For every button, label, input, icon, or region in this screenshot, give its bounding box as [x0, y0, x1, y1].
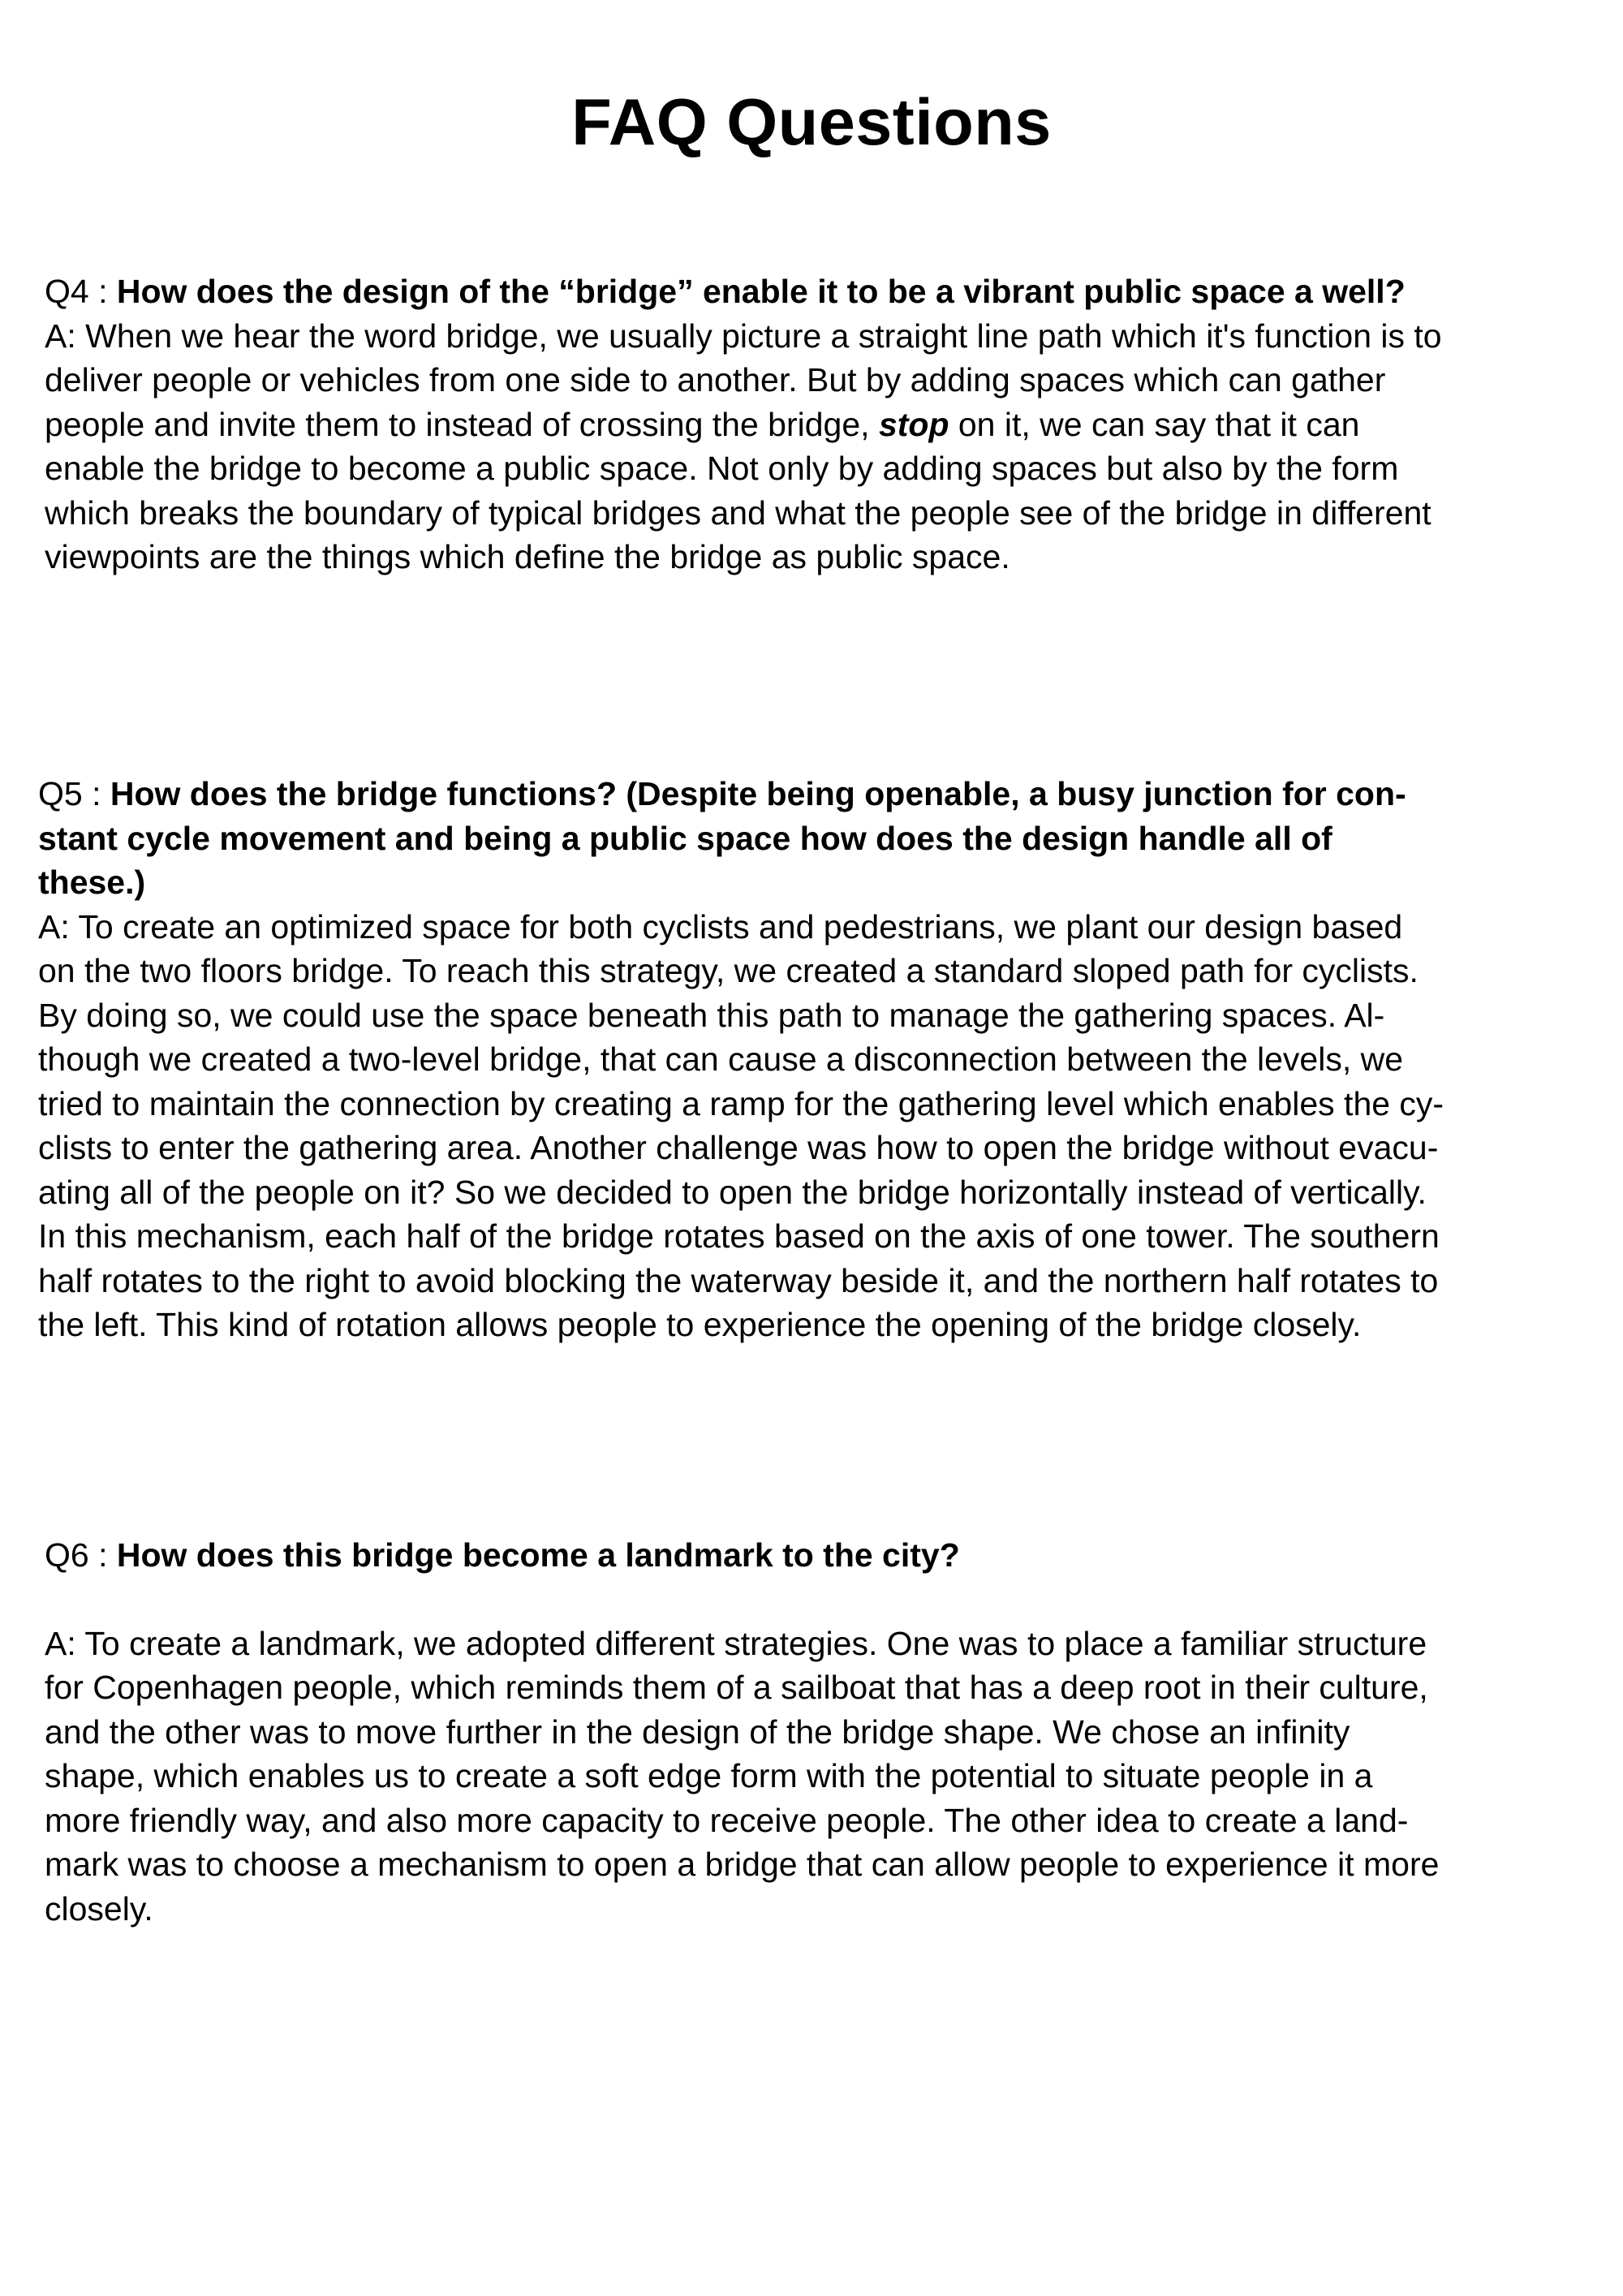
question-text: these.): [38, 864, 146, 901]
question-text: stant cycle movement and being a public space how does the design handle all of: [38, 819, 1332, 857]
question-line: [38, 772, 1623, 816]
page-title: FAQ Questions: [571, 86, 1052, 159]
answer-line: half rotates to the right to avoid blocking the waterway beside it, and the northern half rotates to: [38, 1261, 1439, 1299]
answer-line: ating all of the people on it? So we decided to open the bridge horizontally instead of vertically.: [38, 1173, 1427, 1211]
answer-line: on the two floors bridge. To reach this strategy, we created a standard sloped path for cyclists.: [38, 952, 1419, 989]
emphasis-word: stop: [878, 405, 949, 443]
answer-line: deliver people or vehicles from one side to another. But by adding spaces which can gather: [45, 361, 1386, 398]
answer-line: By doing so, we could use the space beneath this path to manage the gathering spaces. Al-: [38, 996, 1385, 1034]
answer-line: the left. This kind of rotation allows people to experience the opening of the bridge closely.: [38, 1306, 1362, 1343]
question-text: How does this bridge become a landmark to the city?: [116, 1536, 960, 1574]
answer-line: clists to enter the gathering area. Another challenge was how to open the bridge without evacu-: [38, 1129, 1439, 1166]
answer-line: A: To create an optimized space for both cyclists and pedestrians, we plant our design based: [38, 907, 1403, 946]
answer-line: [45, 403, 1623, 447]
faq-item-q6: [45, 1533, 1623, 1931]
answer-line: enable the bridge to become a public space. Not only by adding spaces but also by the form: [45, 450, 1399, 487]
answer-line: tried to maintain the connection by creating a ramp for the gathering level which enables the cy-: [38, 1084, 1444, 1122]
answer-line: mark was to choose a mechanism to open a bridge that can allow people to experience it more: [45, 1846, 1440, 1883]
answer-line: which breaks the boundary of typical bridges and what the people see of the bridge in different: [45, 493, 1431, 532]
question-label: Q5 :: [38, 775, 110, 812]
question-line: [45, 1533, 1623, 1578]
answer-line: and the other was to move further in the design of the bridge shape. We chose an infinity: [45, 1712, 1350, 1751]
answer-line: for Copenhagen people, which reminds them of a sailboat that has a deep root in their culture,: [45, 1669, 1428, 1706]
question-text: How does the bridge functions? (Despite being openable, a busy junction for con-: [110, 775, 1406, 812]
question-line: [38, 816, 1623, 861]
faq-item-q4: [45, 269, 1623, 579]
spacer: [45, 1578, 1623, 1622]
question-line: [38, 860, 1623, 905]
answer-line: closely.: [45, 1889, 153, 1928]
answer-line: though we created a two-level bridge, that can cause a disconnection between the levels, we: [38, 1040, 1404, 1078]
answer-line: more friendly way, and also more capacity to receive people. The other idea to create a land-: [45, 1801, 1409, 1839]
answer-line: A: When we hear the word bridge, we usually picture a straight line path which it's function is to: [45, 317, 1442, 355]
question-line: [45, 269, 1623, 314]
answer-line: In this mechanism, each half of the bridge rotates based on the axis of one tower. The southern: [38, 1217, 1440, 1255]
answer-text: people and invite them to instead of crossing the bridge,: [45, 405, 879, 443]
answer-line: A: To create a landmark, we adopted different strategies. One was to place a familiar structure: [45, 1624, 1427, 1662]
question-label: Q4 :: [45, 273, 117, 310]
answer-line: shape, which enables us to create a soft edge form with the potential to situate people in a: [45, 1757, 1373, 1794]
question-label: Q6 :: [45, 1536, 117, 1574]
question-text: How does the design of the “bridge” enable it to be a vibrant public space a well?: [116, 273, 1406, 310]
answer-line: viewpoints are the things which define the bridge as public space.: [45, 538, 1010, 575]
answer-text: on it, we can say that it can: [949, 405, 1360, 443]
faq-item-q5: [38, 772, 1623, 1347]
